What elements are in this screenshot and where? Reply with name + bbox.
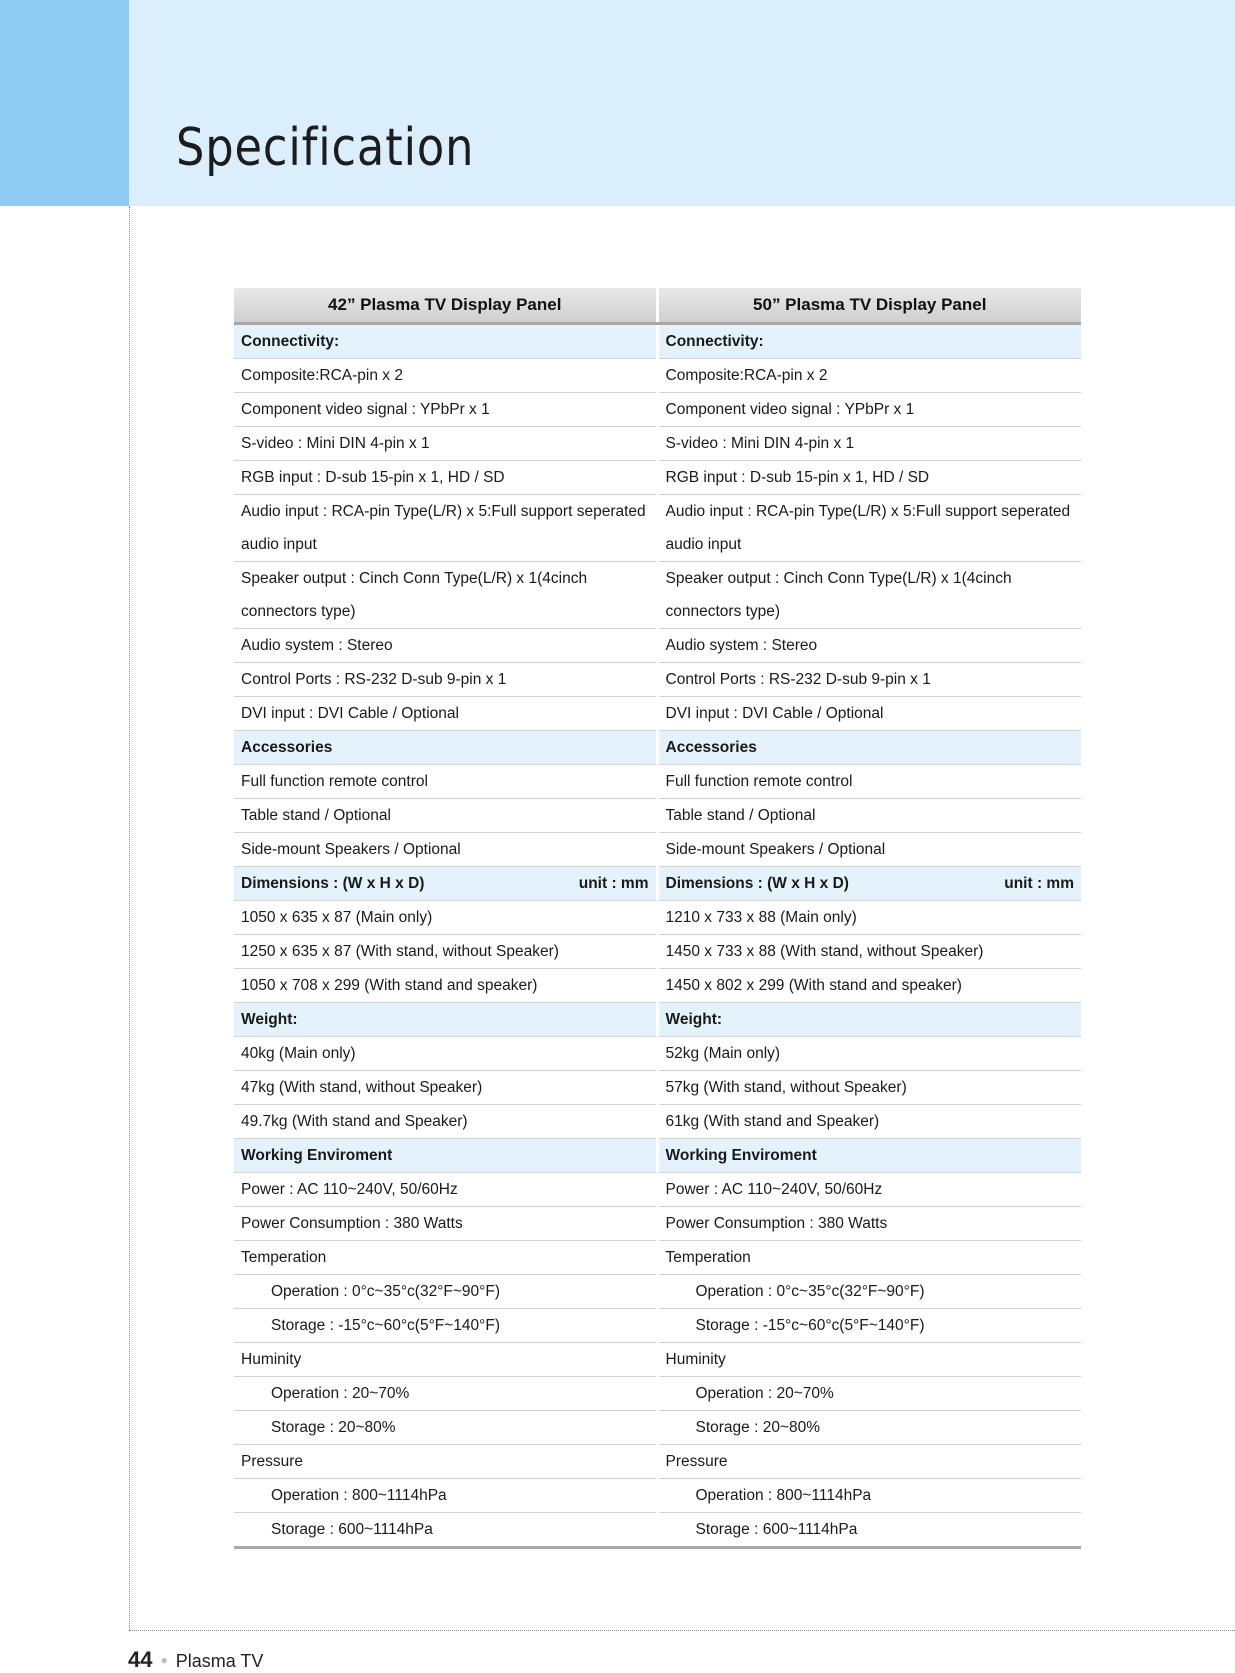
spec-text: Connectivity:: [241, 333, 340, 350]
spec-text: RGB input : D-sub 15-pin x 1, HD / SD: [241, 469, 505, 486]
spec-text: Audio system : Stereo: [665, 637, 818, 654]
spec-cell-left: [234, 765, 657, 799]
table-row: [234, 1445, 1081, 1479]
table-row: [234, 1241, 1081, 1275]
footer-bullet-icon: ●: [160, 1653, 168, 1667]
table-row: [234, 629, 1081, 663]
spec-text: 57kg (With stand, without Speaker): [665, 1079, 907, 1096]
spec-text: Pressure: [665, 1453, 728, 1470]
spec-cell-right: [657, 1411, 1081, 1445]
spec-text: 1050 x 708 x 299 (With stand and speaker): [241, 977, 538, 994]
spec-cell-right: [657, 901, 1081, 935]
spec-text: Weight:: [665, 1011, 723, 1028]
spec-cell-right: [657, 1377, 1081, 1411]
spec-cell-left: [234, 1207, 657, 1241]
spec-cell-left: [234, 969, 657, 1003]
table-row: [234, 663, 1081, 697]
spec-text: Power : AC 110~240V, 50/60Hz: [665, 1181, 883, 1198]
spec-cell-right: [657, 833, 1081, 867]
column-header-50: 50” Plasma TV Display Panel: [657, 288, 1081, 324]
spec-cell-right: [657, 799, 1081, 833]
spec-cell-left: [234, 1241, 657, 1275]
table-row: [234, 697, 1081, 731]
spec-text: 1210 x 733 x 88 (Main only): [665, 909, 857, 926]
table-row: [234, 765, 1081, 799]
spec-text: Huminity: [665, 1351, 726, 1368]
spec-cell-left: [234, 901, 657, 935]
table-row: [234, 1105, 1081, 1139]
spec-cell-left: [234, 1037, 657, 1071]
spec-cell-right: [657, 1479, 1081, 1513]
spec-cell-right: [657, 393, 1081, 427]
spec-cell-right: [657, 1445, 1081, 1479]
spec-cell-right: [657, 935, 1081, 969]
spec-cell-left: [234, 867, 657, 901]
spec-cell-left: [234, 1139, 657, 1173]
unit-label: unit : mm: [1004, 875, 1074, 892]
spec-cell-left: [234, 1411, 657, 1445]
spec-text: Operation : 0°c~35°c(32°F~90°F): [271, 1283, 500, 1300]
spec-text: Audio input : RCA-pin Type(L/R) x 5:Full support seperated audio input: [665, 503, 1071, 553]
spec-text: 49.7kg (With stand and Speaker): [241, 1113, 468, 1130]
spec-text: RGB input : D-sub 15-pin x 1, HD / SD: [665, 469, 930, 486]
spec-text: 61kg (With stand and Speaker): [665, 1113, 880, 1130]
spec-text: Working Enviroment: [665, 1147, 817, 1164]
section-row: [234, 1003, 1081, 1037]
table-row: [234, 562, 1081, 629]
spec-cell-right: [657, 1343, 1081, 1377]
spec-text: Full function remote control: [241, 773, 428, 790]
spec-text: Speaker output : Cinch Conn Type(L/R) x 1(4cinch connectors type): [241, 570, 588, 620]
spec-text: S-video : Mini DIN 4-pin x 1: [241, 435, 430, 452]
spec-text: Control Ports : RS-232 D-sub 9-pin x 1: [665, 671, 931, 688]
spec-text: Side-mount Speakers / Optional: [665, 841, 886, 858]
spec-text: Full function remote control: [665, 773, 853, 790]
spec-text: Audio system : Stereo: [241, 637, 393, 654]
spec-cell-left: [234, 393, 657, 427]
spec-cell-right: [657, 324, 1081, 359]
spec-text: Storage : 600~1114hPa: [695, 1521, 858, 1538]
spec-cell-right: [657, 731, 1081, 765]
spec-text: 52kg (Main only): [665, 1045, 781, 1062]
spec-text: Temperation: [241, 1249, 327, 1266]
table-row: [234, 1411, 1081, 1445]
page-number: 44: [128, 1647, 153, 1672]
spec-cell-right: [657, 1309, 1081, 1343]
spec-text: Huminity: [241, 1351, 302, 1368]
page-footer: [128, 1647, 263, 1673]
footer-section-label: Plasma TV: [175, 1651, 264, 1671]
section-row: [234, 867, 1081, 901]
spec-text: Dimensions : (W x H x D): [241, 875, 425, 892]
spec-cell-left: [234, 833, 657, 867]
table-row: [234, 1479, 1081, 1513]
spec-cell-left: [234, 1309, 657, 1343]
spec-cell-right: [657, 1275, 1081, 1309]
spec-table-body: [234, 324, 1081, 1548]
table-row: [234, 901, 1081, 935]
section-row: [234, 731, 1081, 765]
spec-text: DVI input : DVI Cable / Optional: [241, 705, 459, 722]
spec-text: Weight:: [241, 1011, 298, 1028]
spec-cell-left: [234, 495, 657, 562]
page-title: Specification: [176, 118, 475, 178]
spec-text: Component video signal : YPbPr x 1: [665, 401, 915, 418]
spec-cell-right: [657, 1173, 1081, 1207]
spec-cell-right: [657, 359, 1081, 393]
spec-cell-left: [234, 427, 657, 461]
spec-cell-right: [657, 562, 1081, 629]
spec-cell-left: [234, 324, 657, 359]
column-header-42: 42” Plasma TV Display Panel: [234, 288, 657, 324]
spec-cell-right: [657, 629, 1081, 663]
spec-cell-left: [234, 1071, 657, 1105]
spec-text: Composite:RCA-pin x 2: [665, 367, 828, 384]
spec-cell-left: [234, 1275, 657, 1309]
unit-label: unit : mm: [578, 875, 649, 892]
spec-cell-left: [234, 1377, 657, 1411]
spec-text: 1250 x 635 x 87 (With stand, without Speaker): [241, 943, 559, 960]
spec-cell-left: [234, 663, 657, 697]
spec-cell-right: [657, 495, 1081, 562]
spec-text: Power Consumption : 380 Watts: [241, 1215, 463, 1232]
spec-cell-right: [657, 1037, 1081, 1071]
header-accent-block: [0, 0, 129, 206]
spec-text: Operation : 800~1114hPa: [695, 1487, 872, 1504]
spec-text: Storage : 600~1114hPa: [271, 1521, 433, 1538]
table-row: [234, 495, 1081, 562]
spec-table: [234, 288, 1081, 1549]
spec-text: DVI input : DVI Cable / Optional: [665, 705, 884, 722]
spec-cell-left: [234, 1513, 657, 1548]
spec-cell-left: [234, 1445, 657, 1479]
spec-cell-right: [657, 697, 1081, 731]
spec-text: 1050 x 635 x 87 (Main only): [241, 909, 433, 926]
spec-text: Composite:RCA-pin x 2: [241, 367, 403, 384]
spec-cell-right: [657, 969, 1081, 1003]
spec-cell-left: [234, 359, 657, 393]
spec-text: S-video : Mini DIN 4-pin x 1: [665, 435, 855, 452]
spec-text: Operation : 0°c~35°c(32°F~90°F): [695, 1283, 925, 1300]
table-row: [234, 799, 1081, 833]
spec-text: Power Consumption : 380 Watts: [665, 1215, 888, 1232]
spec-cell-right: [657, 1105, 1081, 1139]
spec-text: 1450 x 733 x 88 (With stand, without Speaker): [665, 943, 984, 960]
footer-rule: [129, 1630, 1235, 1631]
spec-text: Temperation: [665, 1249, 751, 1266]
table-row: [234, 1037, 1081, 1071]
spec-text: Control Ports : RS-232 D-sub 9-pin x 1: [241, 671, 507, 688]
spec-cell-right: [657, 663, 1081, 697]
spec-text: 1450 x 802 x 299 (With stand and speaker): [665, 977, 962, 994]
spec-text: Accessories: [665, 739, 757, 756]
table-row: [234, 1309, 1081, 1343]
spec-text: Speaker output : Cinch Conn Type(L/R) x 1(4cinch connectors type): [665, 570, 1012, 620]
spec-table-header-row: [234, 288, 1081, 324]
spec-cell-left: [234, 461, 657, 495]
spec-text: Storage : -15°c~60°c(5°F~140°F): [695, 1317, 925, 1334]
table-row: [234, 1343, 1081, 1377]
table-row: [234, 935, 1081, 969]
table-row: [234, 461, 1081, 495]
spec-cell-left: [234, 1343, 657, 1377]
spec-cell-left: [234, 1105, 657, 1139]
spec-cell-left: [234, 697, 657, 731]
spec-cell-right: [657, 461, 1081, 495]
spec-cell-left: [234, 1003, 657, 1037]
spec-cell-left: [234, 731, 657, 765]
spec-cell-right: [657, 427, 1081, 461]
spec-text: Storage : 20~80%: [271, 1419, 396, 1436]
table-row: [234, 1377, 1081, 1411]
table-row: [234, 1275, 1081, 1309]
spec-text: Audio input : RCA-pin Type(L/R) x 5:Full support seperated audio input: [241, 503, 646, 553]
spec-text: Table stand / Optional: [665, 807, 816, 824]
spec-cell-left: [234, 562, 657, 629]
spec-text: Storage : 20~80%: [695, 1419, 821, 1436]
section-row: [234, 1139, 1081, 1173]
section-row: [234, 324, 1081, 359]
spec-text: Operation : 20~70%: [271, 1385, 410, 1402]
spec-text: Connectivity:: [665, 333, 764, 350]
table-row: [234, 359, 1081, 393]
spec-cell-right: [657, 765, 1081, 799]
spec-text: Pressure: [241, 1453, 304, 1470]
spec-cell-left: [234, 629, 657, 663]
spec-text: Storage : -15°c~60°c(5°F~140°F): [271, 1317, 500, 1334]
spec-text: 40kg (Main only): [241, 1045, 356, 1062]
spec-cell-left: [234, 935, 657, 969]
table-row: [234, 1513, 1081, 1548]
spec-cell-right: [657, 1071, 1081, 1105]
spec-text: Component video signal : YPbPr x 1: [241, 401, 490, 418]
spec-cell-left: [234, 799, 657, 833]
spec-cell-right: [657, 1003, 1081, 1037]
spec-text: Power : AC 110~240V, 50/60Hz: [241, 1181, 458, 1198]
spec-text: 47kg (With stand, without Speaker): [241, 1079, 483, 1096]
left-margin-rule: [129, 206, 130, 1630]
spec-text: Working Enviroment: [241, 1147, 393, 1164]
spec-cell-right: [657, 867, 1081, 901]
table-row: [234, 1207, 1081, 1241]
table-row: [234, 1071, 1081, 1105]
spec-text: Accessories: [241, 739, 333, 756]
spec-cell-right: [657, 1139, 1081, 1173]
spec-text: Operation : 20~70%: [695, 1385, 834, 1402]
spec-text: Operation : 800~1114hPa: [271, 1487, 447, 1504]
spec-cell-left: [234, 1173, 657, 1207]
spec-cell-right: [657, 1513, 1081, 1548]
spec-cell-right: [657, 1207, 1081, 1241]
spec-text: Side-mount Speakers / Optional: [241, 841, 461, 858]
table-row: [234, 427, 1081, 461]
spec-cell-right: [657, 1241, 1081, 1275]
table-row: [234, 833, 1081, 867]
spec-text: Table stand / Optional: [241, 807, 391, 824]
table-row: [234, 1173, 1081, 1207]
table-row: [234, 393, 1081, 427]
spec-cell-left: [234, 1479, 657, 1513]
spec-text: Dimensions : (W x H x D): [665, 875, 849, 892]
table-row: [234, 969, 1081, 1003]
